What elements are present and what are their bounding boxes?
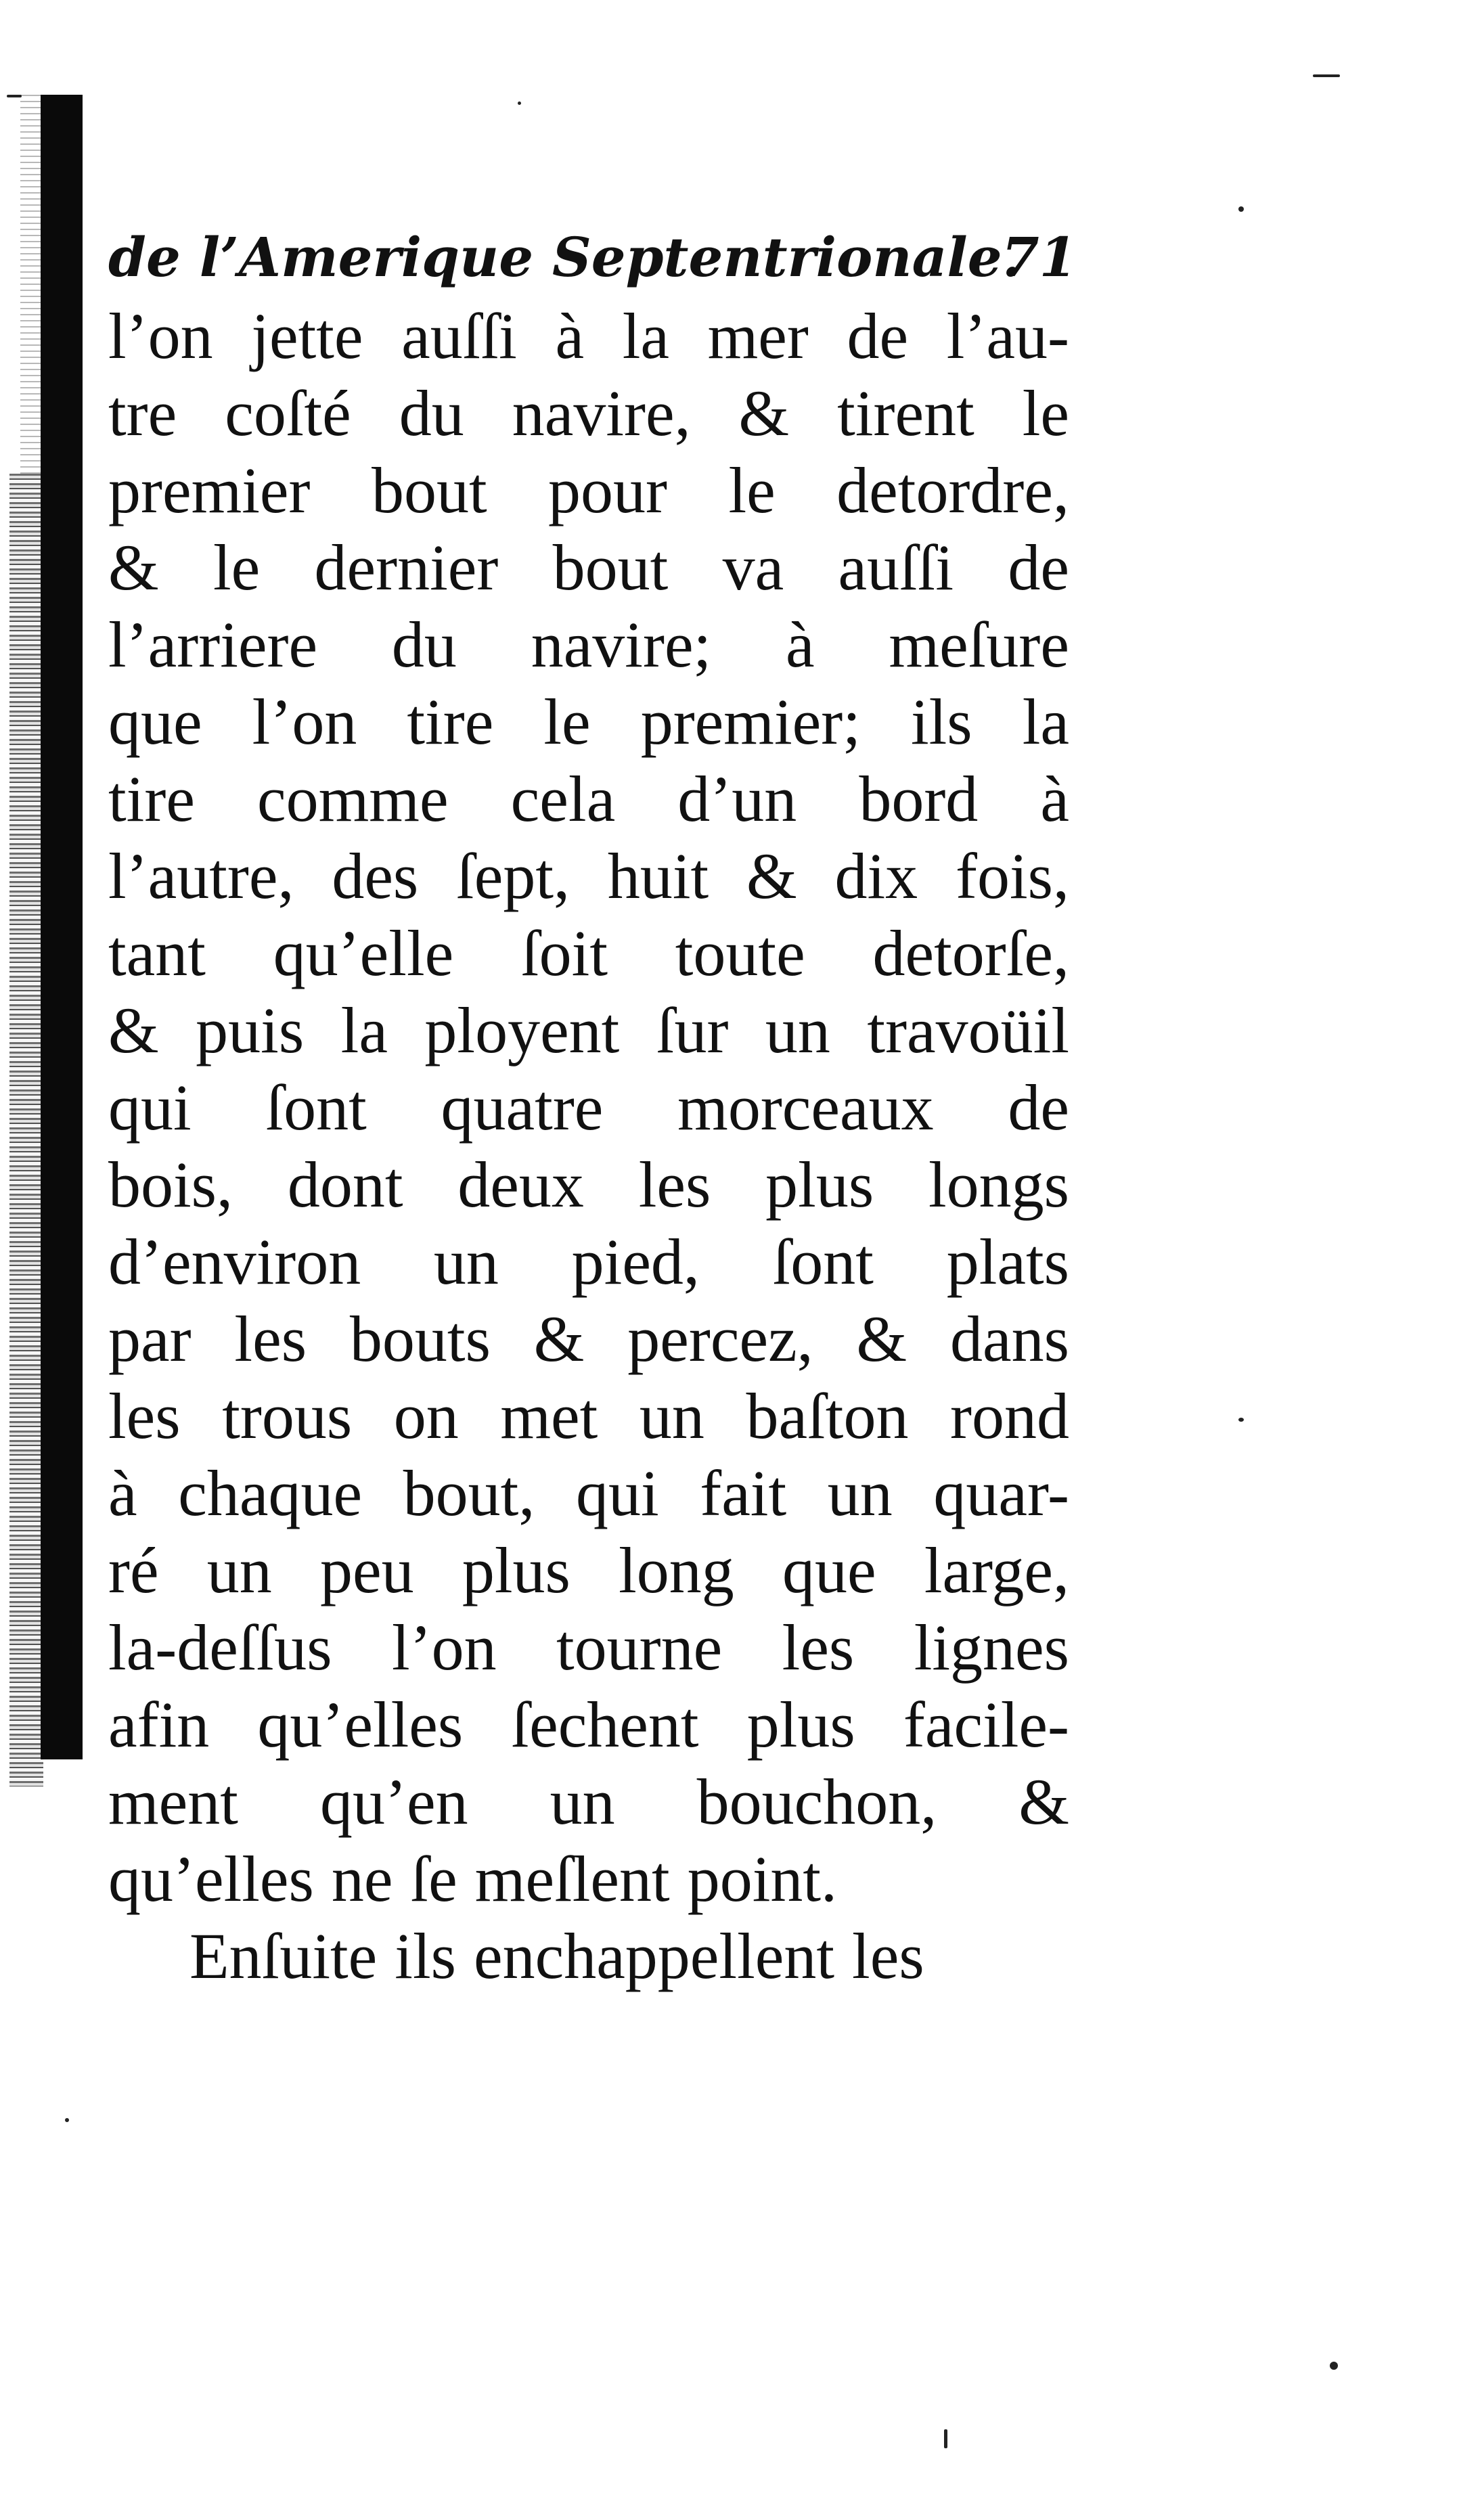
text-line: l’autre, des ſept, huit & dix fois, xyxy=(108,840,1069,912)
text-line: les trous on met un baſton rond xyxy=(108,1380,1069,1452)
binding-edge-texture-lower xyxy=(9,474,43,1786)
paper-speck xyxy=(1313,74,1340,77)
text-line: que l’on tire le premier; ils la xyxy=(108,685,1069,758)
paper-speck xyxy=(1330,2362,1338,2370)
text-line: premier bout pour le detordre, xyxy=(108,454,1069,526)
text-line: afin qu’elles ſechent plus facile- xyxy=(108,1688,1069,1761)
text-line: à chaque bout, qui fait un quar- xyxy=(108,1457,1069,1529)
running-header xyxy=(108,220,1083,294)
paper-speck xyxy=(944,2429,947,2448)
text-line: Enſuite ils enchappellent les xyxy=(189,1920,924,1992)
running-title: de l’Amerique Septentrionale. xyxy=(108,225,1021,289)
text-line: par les bouts & percez, & dans xyxy=(108,1303,1069,1375)
text-line: & puis la ployent ſur un travoüil xyxy=(108,994,1069,1066)
text-line: & le dernier bout va auſſi de xyxy=(108,531,1069,604)
text-line: bois, dont deux les plus longs xyxy=(108,1148,1069,1221)
text-line: ment qu’en un bouchon, & xyxy=(108,1765,1069,1838)
body-text xyxy=(108,298,1069,1995)
text-line: ré un peu plus long que large, xyxy=(108,1534,1069,1606)
text-line: tre coſté du navire, & tirent le xyxy=(108,377,1069,449)
text-line: qu’elles ne ſe meſlent point. xyxy=(108,1843,838,1915)
text-line: l’on jette auſſi à la mer de l’au- xyxy=(108,300,1069,372)
text-line: la-deſſus l’on tourne les lignes xyxy=(108,1611,1069,1684)
text-line: tant qu’elle ſoit toute detorſe, xyxy=(108,917,1069,989)
paper-speck xyxy=(1238,206,1244,212)
paper-speck xyxy=(518,102,521,105)
text-line: tire comme cela d’un bord à xyxy=(108,763,1069,835)
text-line: d’environ un pied, ſont plats xyxy=(108,1225,1069,1298)
binding-edge-texture xyxy=(20,95,41,474)
text-line: l’arriere du navire; à meſure xyxy=(108,608,1069,681)
text-line: qui ſont quatre morceaux de xyxy=(108,1071,1069,1144)
page-number: 71 xyxy=(1002,225,1077,289)
paper-speck xyxy=(65,2118,69,2122)
binding-shadow xyxy=(41,95,83,1759)
paper-speck xyxy=(1238,1418,1244,1422)
paper-speck xyxy=(7,95,22,97)
